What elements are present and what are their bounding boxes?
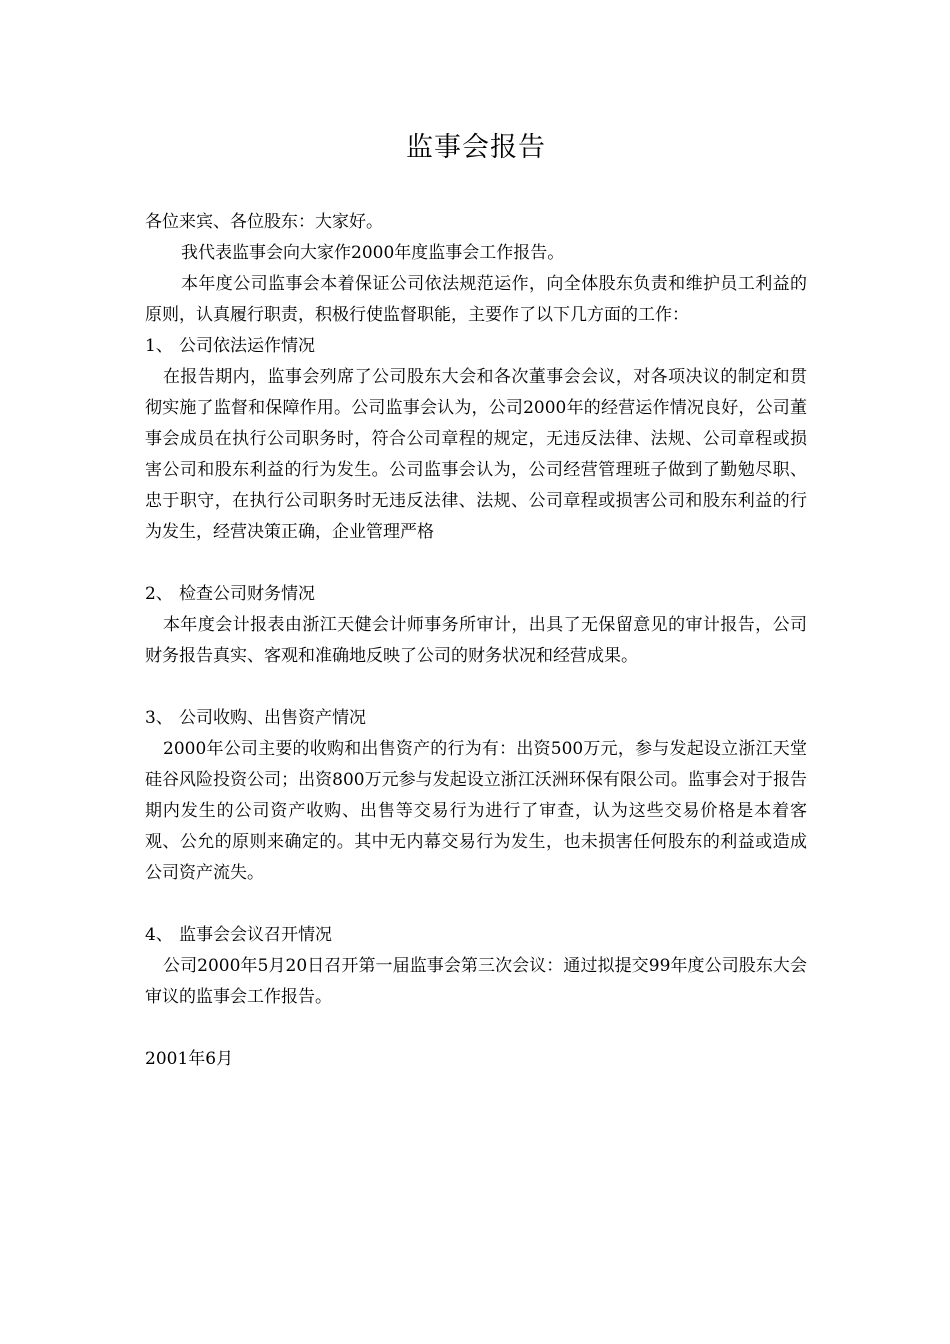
- section-number: 1、: [145, 336, 173, 356]
- greeting: 各位来宾、各位股东：大家好。: [145, 212, 383, 232]
- section-body-2: 本年度会计报表由浙江天健会计师事务所审计，出具了无保留意见的审计报告，公司财务报告真实、客观和准确地反映了公司的财务状况和经营成果。: [145, 615, 807, 666]
- section-number: 3、: [145, 708, 173, 728]
- section-heading-2: [145, 579, 807, 610]
- document-body: [145, 207, 807, 1075]
- section-title: 检查公司财务情况: [179, 584, 315, 604]
- section-heading-4: [145, 920, 807, 951]
- section-title: 监事会会议召开情况: [179, 925, 332, 945]
- section-body-4: 公司2000年5月20日召开第一届监事会第三次会议：通过拟提交99年度公司股东大会审议的监事会工作报告。: [145, 956, 807, 1007]
- paragraph-spacer: [145, 889, 807, 920]
- paragraph-spacer: [145, 548, 807, 579]
- section-body-1: 在报告期内，监事会列席了公司股东大会和各次董事会会议，对各项决议的制定和贯彻实施了监督和保障作用。公司监事会认为，公司2000年的经营运作情况良好，公司董事会成员在执行公司职务时，符合公司章程的规定，无违反法律、法规、公司章程或损害公司和股东利益的行为发生。公司监事会认为，公司经营管理班子做到了勤勉尽职、忠于职守，在执行公司职务时无违反法律、法规、公司章程或损害公司和股东利益的行为发生，经营决策正确，企业管理严格: [145, 367, 807, 542]
- section-number: 2、: [145, 584, 173, 604]
- intro-paragraph-1: 我代表监事会向大家作2000年度监事会工作报告。: [181, 243, 565, 263]
- paragraph-spacer: [145, 1013, 807, 1044]
- section-body-3: 2000年公司主要的收购和出售资产的行为有：出资500万元，参与发起设立浙江天堂硅谷风险投资公司；出资800万元参与发起设立浙江沃洲环保有限公司。监事会对于报告期内发生的公司资产收购、出售等交易行为进行了审查，认为这些交易价格是本着客观、公允的原则来确定的。其中无内幕交易行为发生，也未损害任何股东的利益或造成公司资产流失。: [145, 739, 807, 883]
- section-title: 公司收购、出售资产情况: [179, 708, 366, 728]
- section-title: 公司依法运作情况: [179, 336, 315, 356]
- intro-paragraph-2: 本年度公司监事会本着保证公司依法规范运作，向全体股东负责和维护员工利益的原则，认真履行职责，积极行使监督职能，主要作了以下几方面的工作：: [145, 274, 807, 325]
- document-title: 监事会报告: [406, 132, 546, 163]
- document-date: 2001年6月: [145, 1049, 234, 1069]
- paragraph-spacer: [145, 672, 807, 703]
- section-heading-1: [145, 331, 807, 362]
- section-heading-3: [145, 703, 807, 734]
- section-number: 4、: [145, 925, 173, 945]
